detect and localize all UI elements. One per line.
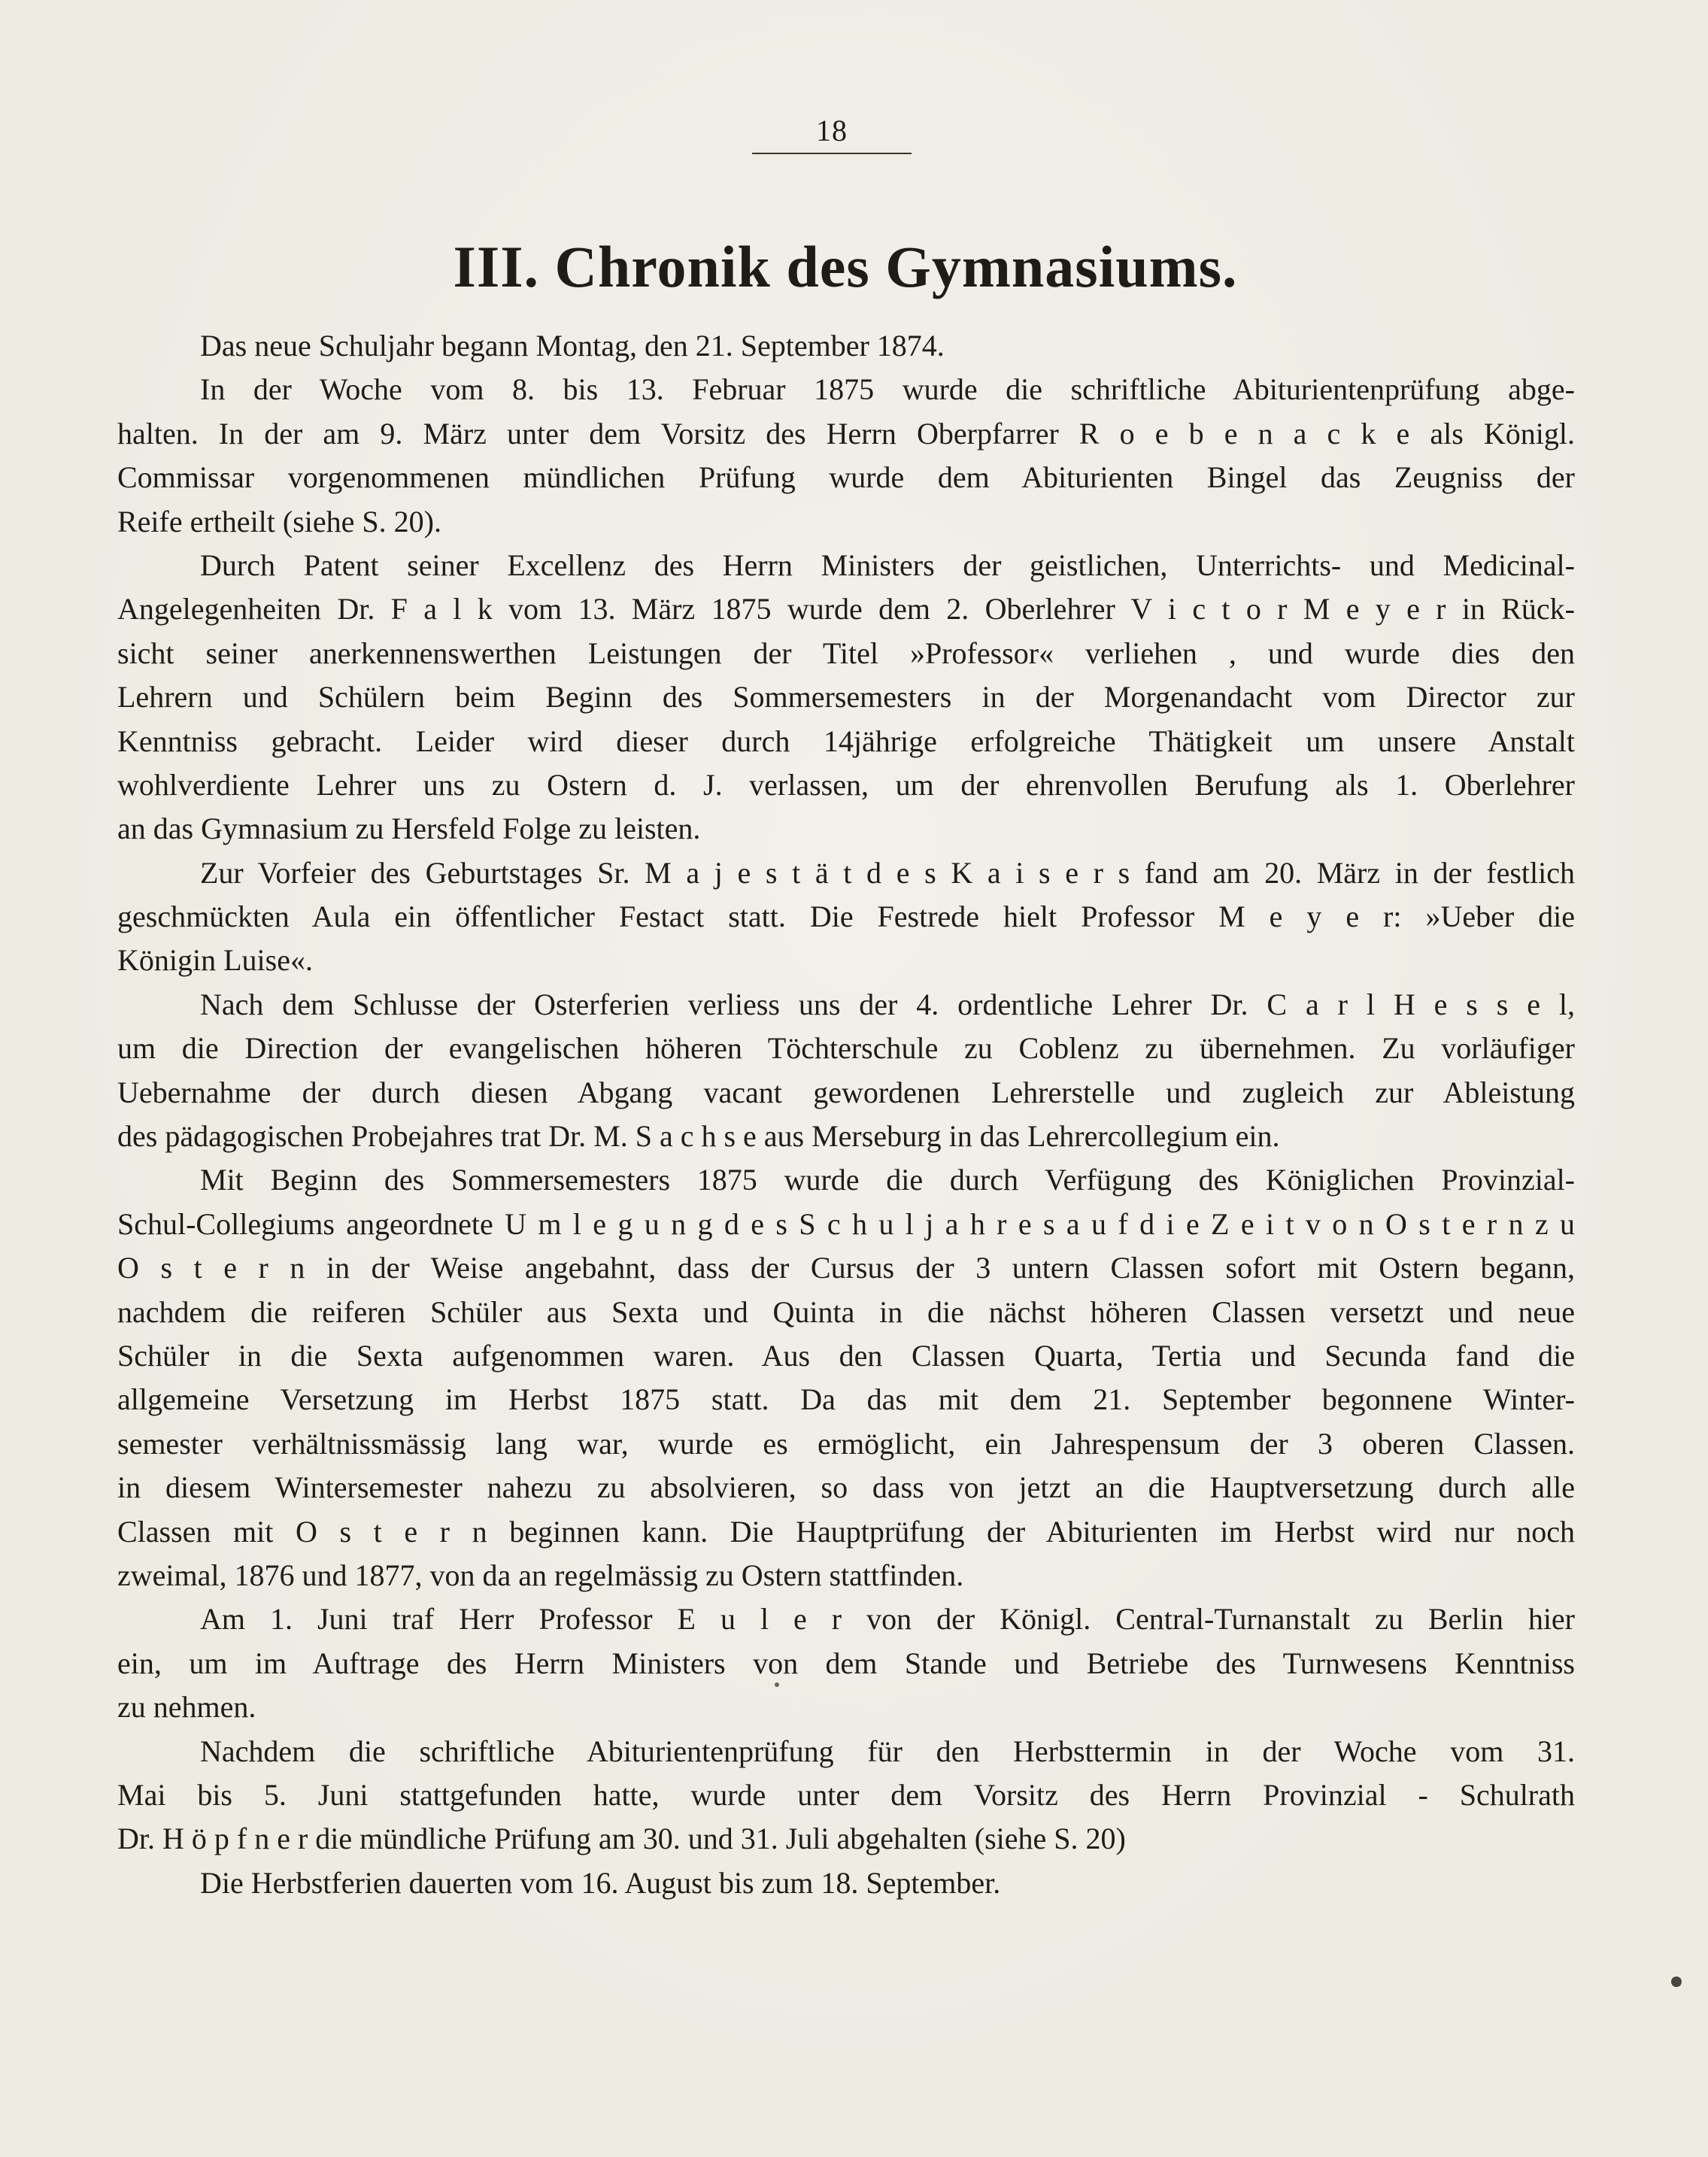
text-line: Uebernahme der durch diesen Abgang vacant gewordenen Lehrerstelle und zugleich zur Ableistung bbox=[117, 1075, 1575, 1109]
chronicle-body bbox=[117, 324, 1575, 1905]
text-line: an das Gymnasium zu Hersfeld Folge zu leisten. bbox=[117, 812, 701, 846]
text-line: ein, um im Auftrage des Herrn Ministers von dem Stande und Betriebe des Turnwesens Kenntniss bbox=[117, 1646, 1575, 1680]
text-line: allgemeine Versetzung im Herbst 1875 statt. Da das mit dem 21. September begonnene Winter- bbox=[117, 1382, 1575, 1417]
text-line: Schul-Collegiums angeordnete U m l e g u n g d e s S c h u l j a h r e s a u f d i e Z e i t v o n O s t e r n z u bbox=[117, 1206, 1575, 1241]
ink-speck bbox=[1671, 1976, 1682, 1987]
text-line: Die Herbstferien dauerten vom 16. August bis zum 18. September. bbox=[200, 1865, 1001, 1900]
text-line: Kenntniss gebracht. Leider wird dieser durch 14jährige erfolgreiche Thätigkeit um unsere Anstalt bbox=[117, 724, 1575, 758]
text-line: Am 1. Juni traf Herr Professor E u l e r von der Königl. Central-Turnanstalt zu Berlin hier bbox=[200, 1602, 1575, 1637]
text-line: Durch Patent seiner Excellenz des Herrn Ministers der geistlichen, Unterrichts- und Medicinal- bbox=[200, 548, 1575, 582]
text-line: O s t e r n in der Weise angebahnt, dass der Cursus der 3 untern Classen sofort mit Ostern begann, bbox=[117, 1251, 1575, 1285]
page-number: 18 bbox=[816, 114, 848, 147]
text-line: wohlverdiente Lehrer uns zu Ostern d. J. verlassen, um der ehrenvollen Berufung als 1. Oberlehrer bbox=[117, 767, 1575, 802]
text-line: nachdem die reiferen Schüler aus Sexta und Quinta in die nächst höheren Classen versetzt und neue bbox=[117, 1294, 1575, 1329]
text-line: Commissar vorgenommenen mündlichen Prüfung wurde dem Abiturienten Bingel das Zeugniss der bbox=[117, 460, 1575, 495]
text-line: um die Direction der evangelischen höheren Töchterschule zu Coblenz zu übernehmen. Zu vorläufiger bbox=[117, 1031, 1575, 1066]
text-line: Zur Vorfeier des Geburtstages Sr. M a j e s t ä t d e s K a i s e r s fand am 20. März in der festlich bbox=[200, 855, 1575, 890]
text-line: des pädagogischen Probejahres trat Dr. M. S a c h s e aus Merseburg in das Lehrercollegium ein. bbox=[117, 1119, 1280, 1154]
text-line: Nachdem die schriftliche Abiturientenprüfung für den Herbsttermin in der Woche vom 31. bbox=[200, 1734, 1575, 1768]
text-line: Königin Luise«. bbox=[117, 943, 313, 978]
text-line: In der Woche vom 8. bis 13. Februar 1875 wurde die schriftliche Abiturientenprüfung abge- bbox=[200, 372, 1575, 407]
text-line: Reife ertheilt (siehe S. 20). bbox=[117, 504, 441, 538]
text-line: halten. In der am 9. März unter dem Vorsitz des Herrn Oberpfarrer R o e b e n a c k e als Königl. bbox=[117, 416, 1575, 451]
text-line: Angelegenheiten Dr. F a l k vom 13. März 1875 wurde dem 2. Oberlehrer V i c t o r M e y e r in Rück- bbox=[117, 592, 1575, 626]
text-line: zweimal, 1876 und 1877, von da an regelmässig zu Ostern stattfinden. bbox=[117, 1558, 964, 1592]
text-line: Mai bis 5. Juni stattgefunden hatte, wurde unter dem Vorsitz des Herrn Provinzial - Schulrath bbox=[117, 1777, 1575, 1812]
text-line: Classen mit O s t e r n beginnen kann. Die Hauptprüfung der Abiturienten im Herbst wird nur noch bbox=[117, 1514, 1575, 1549]
text-line: Lehrern und Schülern beim Beginn des Sommersemesters in der Morgenandacht vom Director zur bbox=[117, 680, 1575, 714]
text-line: geschmückten Aula ein öffentlicher Festact statt. Die Festrede hielt Professor M e y e r: »Ueber die bbox=[117, 900, 1575, 934]
ink-speck bbox=[775, 1682, 779, 1687]
text-line: Dr. H ö p f n e r die mündliche Prüfung am 30. und 31. Juli abgehalten (siehe S. 20) bbox=[117, 1822, 1126, 1856]
text-line: zu nehmen. bbox=[117, 1690, 256, 1725]
text-line: Das neue Schuljahr begann Montag, den 21. September 1874. bbox=[200, 329, 945, 363]
text-line: Mit Beginn des Sommersemesters 1875 wurde die durch Verfügung des Königlichen Provinzial- bbox=[200, 1163, 1575, 1197]
text-line: in diesem Wintersemester nahezu zu absolvieren, so dass von jetzt an die Hauptversetzung durch alle bbox=[117, 1470, 1575, 1505]
text-line: Schüler in die Sexta aufgenommen waren. Aus den Classen Quarta, Tertia und Secunda fand die bbox=[117, 1338, 1575, 1373]
page-number-rule bbox=[752, 153, 912, 154]
text-line: Nach dem Schlusse der Osterferien verliess uns der 4. ordentliche Lehrer Dr. C a r l H e s s e l, bbox=[200, 987, 1575, 1021]
text-line: semester verhältnissmässig lang war, wurde es ermöglicht, ein Jahrespensum der 3 oberen Classen. bbox=[117, 1426, 1575, 1461]
text-line: sicht seiner anerkennenswerthen Leistungen der Titel »Professor« verliehen , und wurde dies den bbox=[117, 636, 1575, 670]
chapter-heading: III. Chronik des Gymnasiums. bbox=[453, 234, 1238, 299]
